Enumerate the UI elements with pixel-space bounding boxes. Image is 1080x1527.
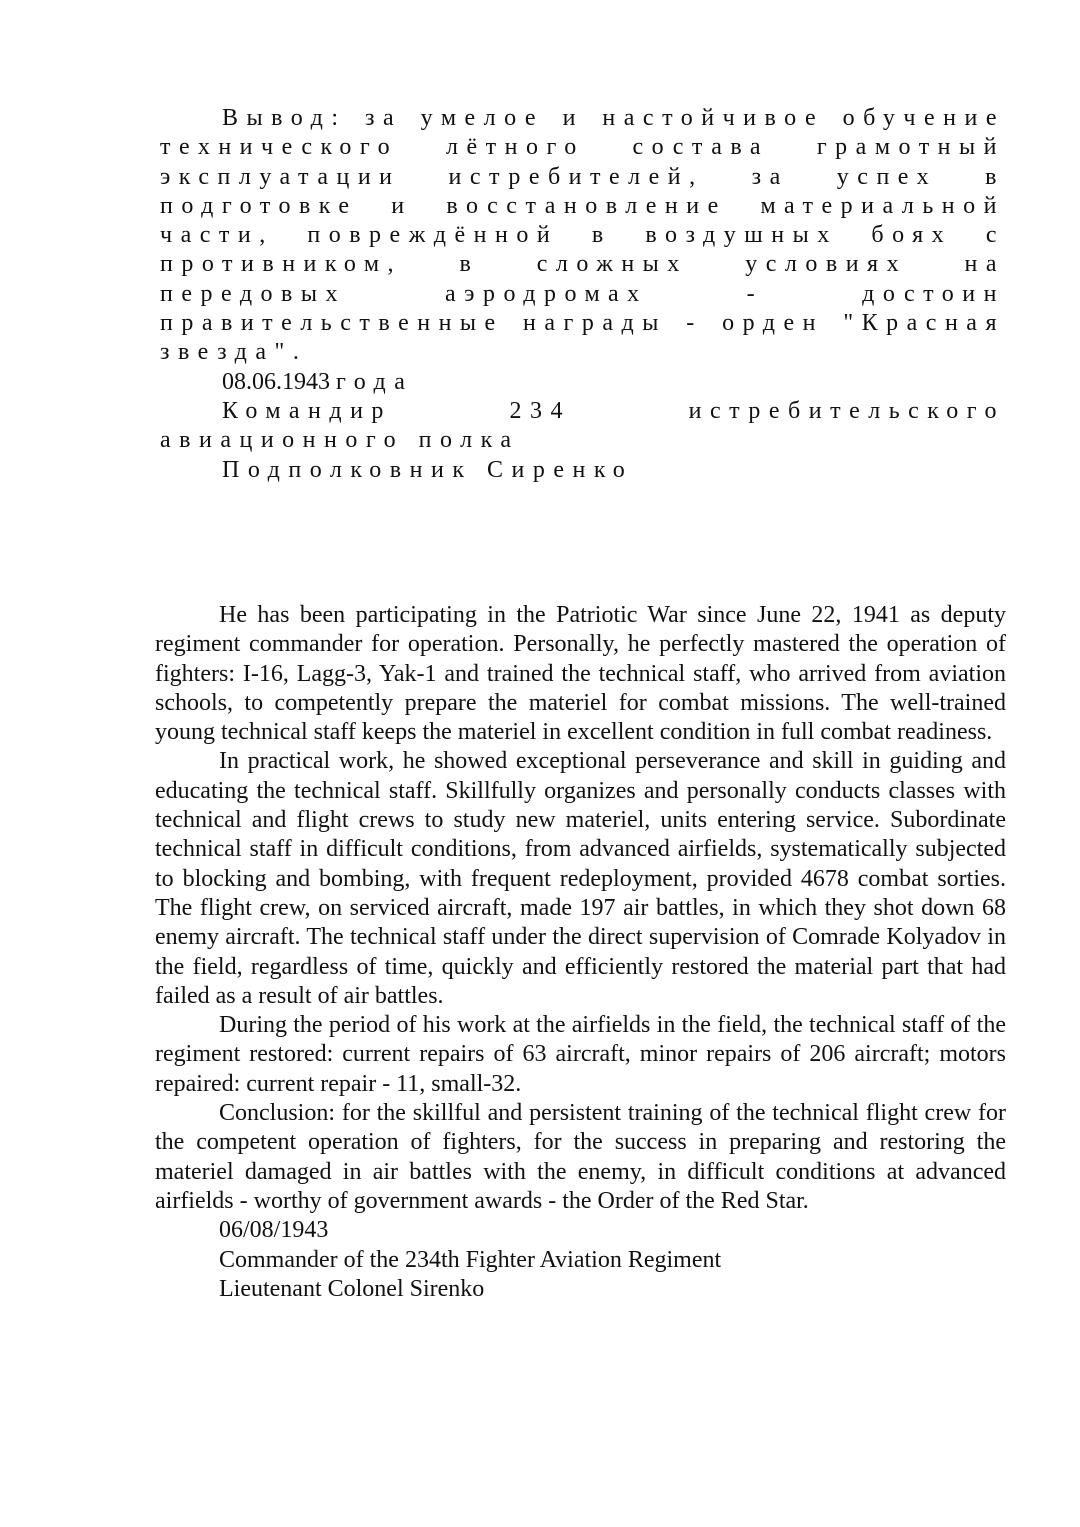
en-paragraph-repairs: During the period of his work at the airfields in the field, the technical staff of the regiment restored: current repairs of 63 aircraft, minor repairs of 206 aircraft; motors repaired: current repair - 11, small-32. bbox=[155, 1012, 1006, 1097]
en-signature: Lieutenant Colonel Sirenko bbox=[219, 1275, 485, 1302]
ru-commander-title: Командир 234 истребительского авиационного полка bbox=[160, 397, 1005, 454]
en-date: 06/08/1943 bbox=[219, 1217, 329, 1244]
en-commander-title: Commander of the 234th Fighter Aviation Regiment bbox=[219, 1246, 722, 1273]
english-section bbox=[155, 601, 1006, 1304]
ru-date-word: года bbox=[336, 368, 414, 395]
ru-signature: Подполковник Сиренко bbox=[222, 456, 634, 483]
en-paragraph-conclusion: Conclusion: for the skillful and persistent training of the technical flight crew for the competent operation of fighters, for the success in preparing and restoring the materiel damaged in air battles with the enemy, in difficult conditions at advanced airfields - worthy of government awards - the Order of the Red Star. bbox=[155, 1100, 1006, 1214]
russian-section bbox=[160, 104, 1005, 485]
ru-date-number: 08.06.1943 bbox=[222, 368, 330, 395]
en-paragraph-service: He has been participating in the Patriotic War since June 22, 1941 as deputy regiment commander for operation. Personally, he perfectly mastered the operation of fighters: I-16, Lagg-3, Yak-1 and trained the technical staff, who arrived from aviation schools, to competently prepare the materiel for combat missions. The well-trained young technical staff keeps the materiel in excellent condition in full combat readiness. bbox=[155, 602, 1006, 746]
ru-conclusion-paragraph: Вывод: за умелое и настойчивое обучение технического лётного состава грамотный эксплуатации истребителей, за успех в подготовке и восстановление материальной части, повреждённой в воздушных боях с противником, в сложных условиях на передовых аэродромах - достоин правительственные награды - орден "Красная звезда". bbox=[160, 105, 1005, 366]
ru-date-line bbox=[160, 368, 1005, 397]
en-paragraph-practical-work: In practical work, he showed exceptional perseverance and skill in guiding and educating the technical staff. Skillfully organizes and personally conducts classes with technical and flight crews to study new materiel, units entering service. Subordinate technical staff in difficult conditions, from advanced airfields, systematically subjected to blocking and bombing, with frequent redeployment, provided 4678 combat sorties. The flight crew, on serviced aircraft, made 197 air battles, in which they shot down 68 enemy aircraft. The technical staff under the direct supervision of Comrade Kolyadov in the field, regardless of time, quickly and efficiently restored the material part that had failed as a result of air battles. bbox=[155, 748, 1006, 1009]
